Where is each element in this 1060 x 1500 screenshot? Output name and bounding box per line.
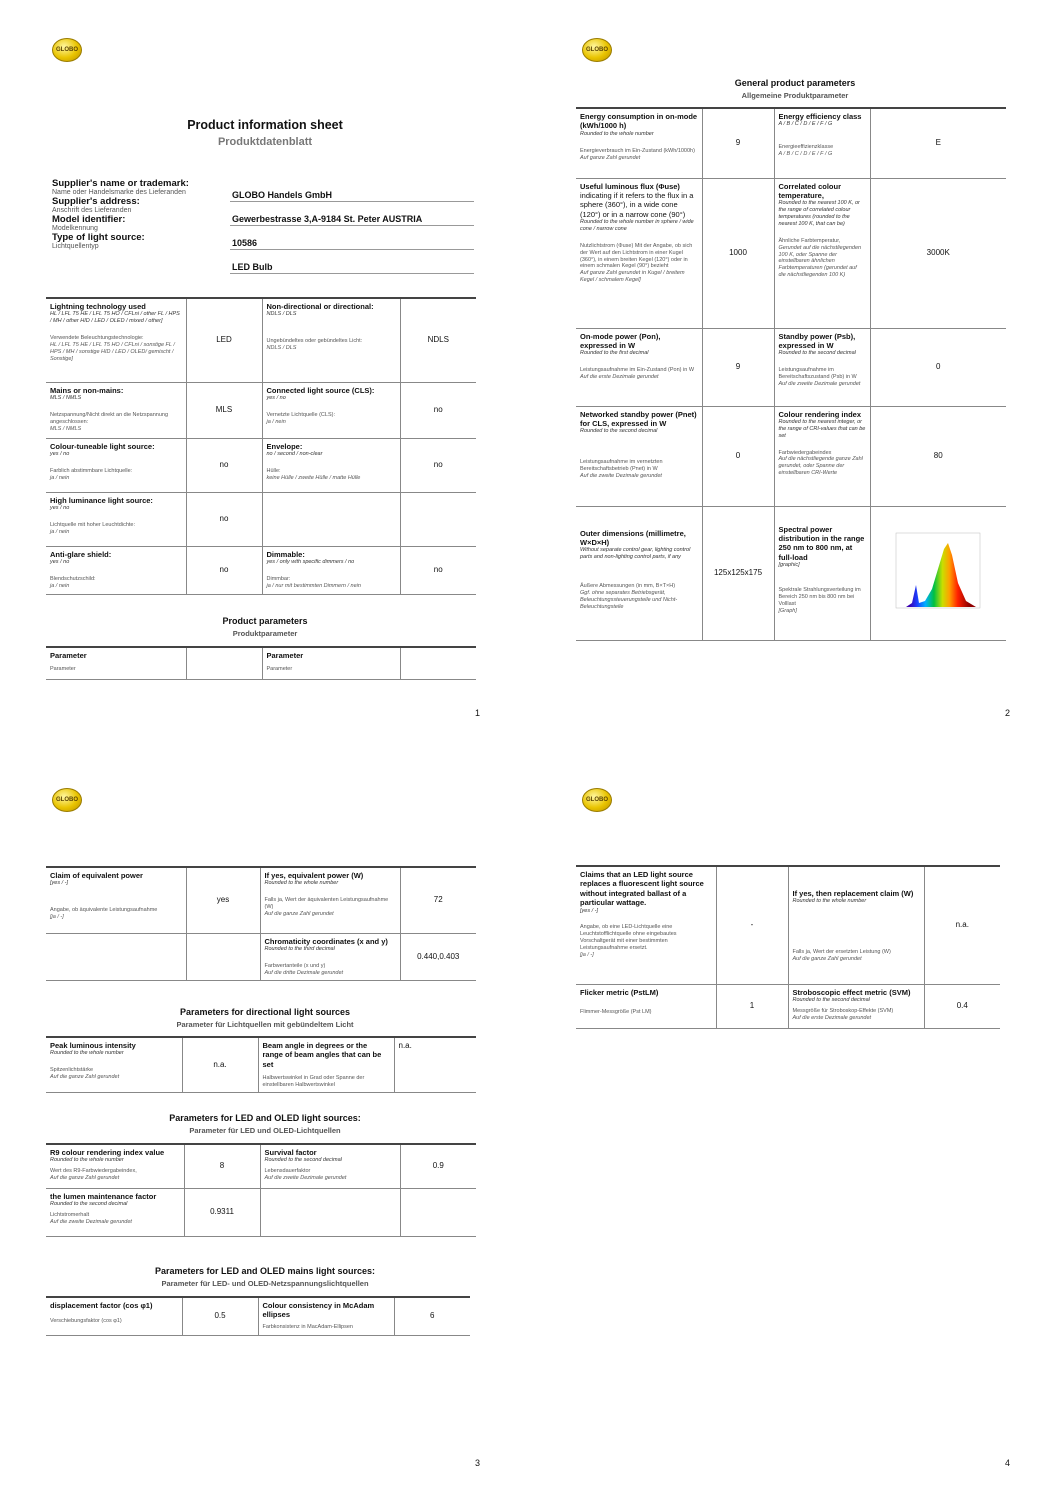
mains-title: Parameters for LED and OLED mains light sources: [154, 1266, 376, 1276]
equivalent-power-table [46, 866, 476, 981]
table-row: Claims that an LED light source replaces a fluorescent light source without integrated ballast of a particular wattage. [yes / -] Angabe, ob eine LED-Lichtquelle eine Leuchtstofflichtquelle ohne eingebautes Vorschaltgerät mit einer bestimmten Leistungsaufnahme ersetzt. [ja / -] - If yes, then replacement claim (W) Rounded to the whole number Falls ja, Wert der ersetzten Leistung (W) Auf die ganze Zahl gerundet n.a. [576, 866, 1000, 984]
page-1 [0, 0, 530, 750]
directional-title: Parameters for directional light sources [179, 1007, 351, 1017]
table-row: Mains or non-mains: MLS / NMLS Netzspannung/Nicht direkt an die Netzspannung angeschlossen: MLS / NMLS MLS Connected light source (CLS): yes / no Vernetzte Lichtquelle (CLS): ja / nein no [46, 382, 476, 438]
label: Supplier's name or trademark: [52, 178, 189, 189]
table-row: Parameter Parameter Parameter Parameter [46, 647, 476, 679]
globo-logo: GLOBO [582, 788, 612, 812]
directional-table [46, 1036, 476, 1093]
mains-table [46, 1296, 470, 1336]
led-title: Parameters for LED and OLED light sources: [169, 1113, 361, 1123]
general-parameters-subtitle: Allgemeine Produktparameter [741, 91, 849, 100]
mains-subtitle: Parameter für LED- und OLED-Netzspannungslichtquellen [161, 1279, 369, 1288]
sublabel: Lichtquellentyp [52, 243, 99, 250]
table-row: On-mode power (Pon), expressed in W Rounded to the first decimal Leistungsaufnahme im Ein-Zustand (Pon) in W Auf die erste Dezimale gerundet 9 Standby power (Psb), expressed in W Rounded to the second decimal Leistungsaufnahme im Bereitschaftszustand (Psb) in W Auf die zweite Dezimale gerundet 0 [576, 328, 1006, 406]
page-2 [530, 0, 1060, 750]
globo-logo: GLOBO [582, 38, 612, 62]
sublabel: Name oder Handelsmarke des Lieferanden [52, 189, 186, 196]
table-row: Outer dimensions (millimetre, W×D×H) Without separate control gear, lighting control parts and non-lighting control parts, if any Äußere Abmessungen (in mm, B×T×H) Ggf. ohne separates Betriebsgerät, Beleuchtungssteuerungsteile und Nicht-Beleuchtungsteile 125x125x175 Spectral power distribution in the range 250 nm to 800 nm, at full-load [graphic] Spektrale Strahlungsverteilung im Bereich 250 nm bis 800 nm bei Volllast [Graph] [576, 506, 1006, 640]
product-parameters-title: Product parameters [222, 616, 308, 626]
table-row: displacement factor (cos φ1) Verschiebungsfaktor (cos φ1) 0.5 Colour consistency in McAdam ellipses Farbkonsistenz in MacAdam-Ellipsen 6 [46, 1297, 470, 1335]
led-subtitle: Parameter für LED und OLED-Lichtquellen [189, 1126, 341, 1135]
globo-logo: GLOBO [52, 788, 82, 812]
spectral-distribution-graph [892, 529, 984, 614]
directional-subtitle: Parameter für Lichtquellen mit gebündeltem Licht [176, 1020, 354, 1029]
page-title: Product information sheet [187, 118, 343, 132]
supplier-labels [52, 178, 232, 250]
table-row: Flicker metric (PstLM) Flimmer-Messgröße (Pst LM) 1 Stroboscopic effect metric (SVM) Rounded to the second decimal Messgröße für Stroboskop-Effekte (SVM) Auf die erste Dezimale gerundet 0.4 [576, 984, 1000, 1028]
product-parameters-subtitle: Produktparameter [232, 629, 298, 638]
table-row: Lightning technology used HL / LFL T5 HE / LFL T5 HO / CFLni / other FL / HPS / MH / other HID / LED / OLED / mixed / other] Verwendete Beleuchtungstechnologie: HL / LFL T5 HE / LFL T5 HO / CFLni / sonstige FL / HPS / MH / sonstige HID / LED / OLED/ gemischt / Sonstige] LED Non-directional or directional: NDLS / DLS Ungebündeltes oder gebündeltes Licht: NDLS / DLS NDLS [46, 298, 476, 382]
general-parameters-table [576, 107, 1006, 641]
technology-table [46, 297, 476, 595]
table-row: High luminance light source: yes / no Lichtquelle mit hoher Leuchtdichte: ja / nein no [46, 492, 476, 546]
table-row: Colour-tuneable light source: yes / no Farblich abstimmbare Lichtquelle: ja / nein no Envelope: no / second / non-clear Hülle: keine Hülle / zweite Hülle / matte Hülle no [46, 438, 476, 492]
table-row: the lumen maintenance factor Rounded to the second decimal Lichtstromerhalt Auf die zweite Dezimale gerundet 0.9311 [46, 1188, 476, 1236]
page-subtitle: Produktdatenblatt [217, 136, 313, 148]
table-row: Claim of equivalent power [yes / -] Angabe, ob äquivalente Leistungsaufnahme [ja / -] yes If yes, equivalent power (W) Rounded to the whole number Falls ja, Wert der äquivalenten Leistungsaufnahme (W) Auf die ganze Zahl gerundet 72 [46, 867, 476, 933]
page-4 [530, 750, 1060, 1500]
table-row: Networked standby power (Pnet) for CLS, expressed in W Rounded to the second decimal Leistungsaufnahme im vernetzten Bereitschaftsbetrieb (Pnet) in W Auf die zweite Dezimale gerundet 0 Colour rendering index Rounded to the nearest integer, or the range of CRI-values that can be set Farbwiedergabeindex Auf die nächstliegende ganze Zahl gerundet, oder Spanne der einstellbaren CRI-Werte 80 [576, 406, 1006, 506]
table-row: Chromaticity coordinates (x and y) Rounded to the third decimal Farbwertanteile (x und y) Auf die dritte Dezimale gerundet 0.440,0.403 [46, 933, 476, 980]
table-row: Energy consumption in on-mode (kWh/1000 h) Rounded to the whole number Energieverbrauch im Ein-Zustand (kWh/1000h) Auf ganze Zahl gerundet 9 Energy efficiency class A / B / C / D / E / F / G Energieeffizienzklasse A / B / C / D / E / F / G E [576, 108, 1006, 178]
led-table [46, 1143, 476, 1237]
product-parameters-table [46, 646, 476, 680]
fluorescent-claim-table [576, 865, 1000, 1029]
sublabel: Modelkennung [52, 225, 98, 232]
table-row: Peak luminous intensity Rounded to the whole number Spitzenlichtstärke Auf die ganze Zahl gerundet n.a. Beam angle in degrees or the range of beam angles that can be set Halbwertswinkel in Grad oder Spanne der einstellbaren Halbwertswinkel n.a. [46, 1037, 476, 1092]
globo-logo: GLOBO [52, 38, 82, 62]
label: Supplier's address: [52, 196, 140, 207]
table-row: Anti-glare shield: yes / no Blendschutzschild: ja / nein no Dimmable: yes / only with specific dimmers / no Dimmbar: ja / nur mit bestimmten Dimmern / nein no [46, 546, 476, 594]
page-number: 2 [1004, 708, 1010, 718]
page-number: 4 [1004, 1458, 1010, 1468]
supplier-name-value: GLOBO Handels GmbH [232, 190, 333, 200]
sublabel: Anschrift des Lieferanden [52, 207, 132, 214]
page-number: 3 [474, 1458, 480, 1468]
label: Model identifier: [52, 214, 126, 225]
model-identifier-value: 10586 [232, 238, 258, 248]
supplier-address-value: Gewerbestrasse 3,A-9184 St. Peter AUSTRIA [232, 214, 423, 224]
label: Type of light source: [52, 232, 145, 243]
page-number: 1 [474, 708, 480, 718]
light-source-type-value: LED Bulb [232, 262, 273, 272]
table-row: Useful luminous flux (Φuse) indicating if it refers to the flux in a sphere (360°), in a wide cone (120°) or in a narrow cone (90°) Rounded to the whole number in sphere / wide cone / narrow cone Nutzlichtstrom (Φuse) Mit der Angabe, ob sich der Wert auf den Lichtstrom in einer Kugel (360°), in einem breiten Kegel (120°) oder in einem schmalen Kegel (90°) bezieht Auf ganze Zahl gerundet in Kugel / breitem Kegel / schmalem Kegel] 1000 Correlated colour temperature, Rounded to the nearest 100 K, or the range of correlated colour temperatures (rounded to the nearest 100 K, that can be) Ähnliche Farbtemperatur, Gerundet auf die nächstliegenden 100 K, oder Spanne der einstellbaren ähnlichen Farbtemperaturen (gerundet auf die nächstliegenden 100 K) 3000K [576, 178, 1006, 328]
page-3 [0, 750, 530, 1500]
general-parameters-title: General product parameters [734, 78, 856, 88]
table-row: R9 colour rendering index value Rounded to the whole number Wert des R9-Farbwiedergabeindex, Auf die ganze Zahl gerundet 8 Survival factor Rounded to the second decimal Lebensdauerfaktor Auf die zweite Dezimale gerundet 0.9 [46, 1144, 476, 1188]
